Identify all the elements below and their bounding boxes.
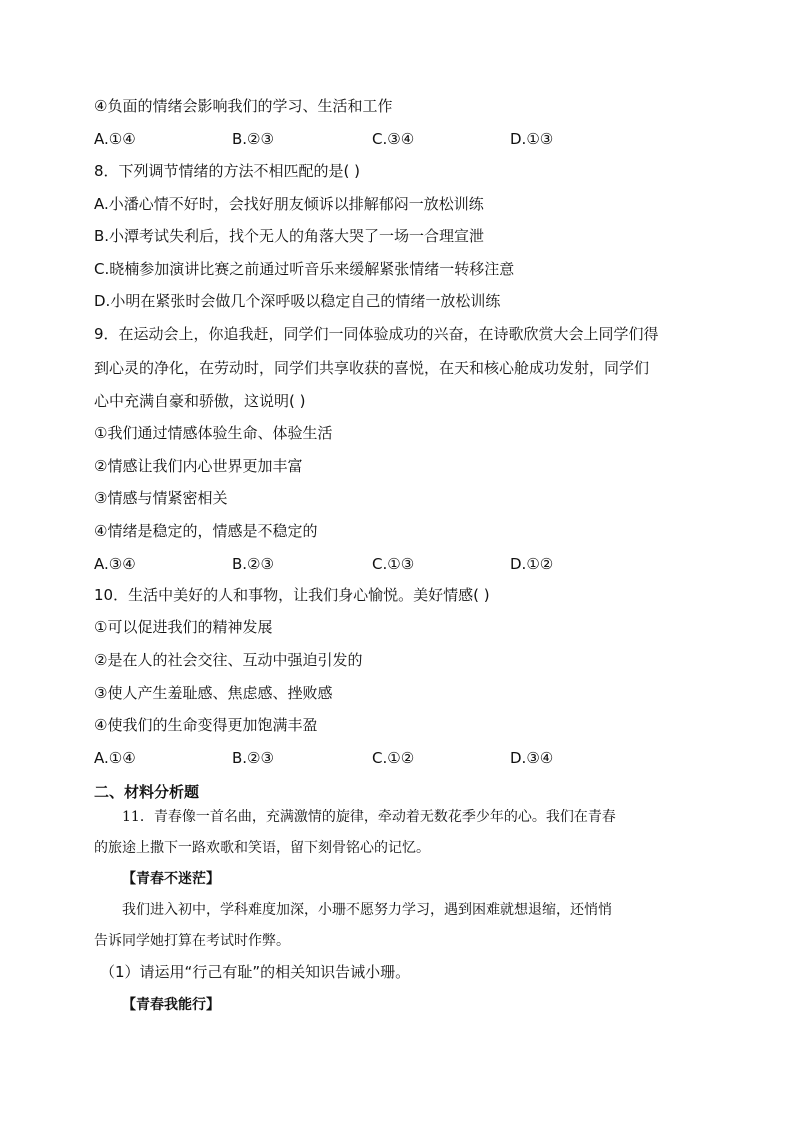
q11-sub-question-1: （1）请运用“行己有耻”的相关知识告诫小珊。	[100, 963, 411, 981]
q9-item-3: ③情感与情紧密相关	[94, 489, 228, 507]
q11-intro-line-1: 11．青春像一首名曲，充满激情的旋律，牵动着无数花季少年的心。我们在青春	[122, 809, 616, 825]
q9-option-c: C.①③	[372, 555, 415, 573]
q8-stem: 8．下列调节情绪的方法不相匹配的是( )	[94, 162, 361, 180]
q10-item-4: ④使我们的生命变得更加饱满丰盈	[94, 716, 318, 734]
q10-item-1: ①可以促进我们的精神发展	[94, 618, 273, 636]
q7-item-4: ④负面的情绪会影响我们的学习、生活和工作	[94, 97, 393, 115]
q9-item-4: ④情绪是稳定的，情感是不稳定的	[94, 522, 318, 540]
q10-stem: 10．生活中美好的人和事物，让我们身心愉悦。美好情感( )	[94, 586, 490, 604]
q8-option-c: C.晓楠参加演讲比赛之前通过听音乐来缓解紧张情绪一转移注意	[94, 260, 515, 278]
q9-option-b: B.②③	[232, 555, 274, 573]
q10-option-d: D.③④	[510, 749, 554, 767]
q7-options	[94, 129, 614, 149]
q9-stem-line-2: 到心灵的净化，在劳动时，同学们共享收获的喜悦，在天和核心舱成功发射，同学们	[94, 359, 650, 377]
q11-para-line-1: 我们进入初中，学科难度加深，小珊不愿努力学习，遇到困难就想退缩，还悄悄	[122, 902, 612, 918]
q9-option-d: D.①②	[510, 555, 554, 573]
section-title: 二、材料分析题	[94, 783, 200, 801]
q11-intro-line-2: 的旅途上撒下一路欢歌和笑语，留下刻骨铭心的记忆。	[94, 840, 430, 856]
q9-stem-line-1: 9．在运动会上，你追我赶，同学们一同体验成功的兴奋，在诗歌欣赏大会上同学们得	[94, 325, 659, 343]
q9-options	[94, 554, 614, 574]
q7-option-b: B.②③	[232, 130, 274, 148]
q8-option-a: A.小潘心情不好时，会找好朋友倾诉以排解郁闷一放松训练	[94, 195, 484, 213]
q11-para-line-2: 告诉同学她打算在考试时作弊。	[94, 933, 290, 949]
q10-option-c: C.①②	[372, 749, 415, 767]
q8-option-d: D.小明在紧张时会做几个深呼吸以稳定自己的情绪一放松训练	[94, 292, 501, 310]
q9-option-a: A.③④	[94, 555, 136, 573]
q11-heading-1: 【青春不迷茫】	[122, 871, 220, 887]
q9-stem-line-3: 心中充满自豪和骄傲，这说明( )	[94, 392, 306, 410]
q10-options	[94, 748, 614, 768]
q8-option-b: B.小潭考试失利后，找个无人的角落大哭了一场一合理宣泄	[94, 227, 485, 245]
q10-item-2: ②是在人的社会交往、互动中强迫引发的	[94, 651, 363, 669]
q7-option-c: C.③④	[372, 130, 415, 148]
q9-item-1: ①我们通过情感体验生命、体验生活	[94, 424, 333, 442]
q10-item-3: ③使人产生羞耻感、焦虑感、挫败感	[94, 684, 333, 702]
q7-option-d: D.①③	[510, 130, 554, 148]
q9-item-2: ②情感让我们内心世界更加丰富	[94, 457, 303, 475]
q10-option-b: B.②③	[232, 749, 274, 767]
q7-option-a: A.①④	[94, 130, 136, 148]
q10-option-a: A.①④	[94, 749, 136, 767]
q11-heading-2: 【青春我能行】	[122, 997, 220, 1013]
